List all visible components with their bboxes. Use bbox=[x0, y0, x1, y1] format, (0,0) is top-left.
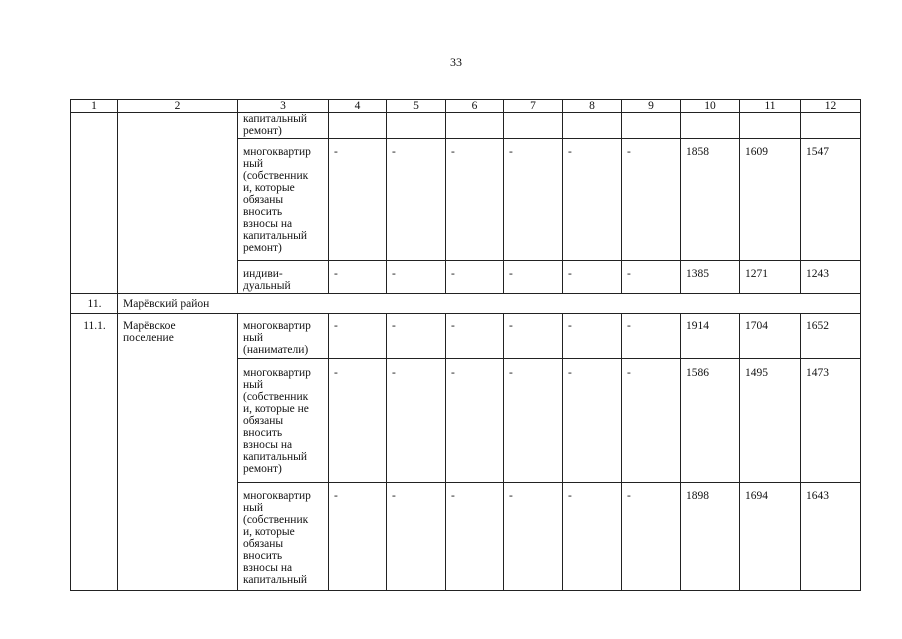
dash-cell: - bbox=[504, 139, 563, 261]
dash-cell: - bbox=[622, 314, 681, 359]
subregion-number: 11.1. bbox=[71, 314, 118, 591]
value-cell: 1858 bbox=[681, 139, 740, 261]
value-cell: 1271 bbox=[740, 261, 801, 294]
dash-cell: - bbox=[329, 314, 387, 359]
region-name: Марёвский район bbox=[118, 294, 861, 314]
page-number: 33 bbox=[450, 55, 462, 69]
housing-type-cell: многоквартир ный (собственник и, которые обязаны вносить взносы на капитальный bbox=[238, 483, 329, 591]
dash-cell: - bbox=[622, 139, 681, 261]
table-row bbox=[71, 314, 861, 359]
empty-cell bbox=[71, 113, 118, 294]
col-header: 8 bbox=[563, 100, 622, 113]
empty-cell bbox=[118, 113, 238, 294]
dash-cell bbox=[504, 113, 563, 139]
dash-cell: - bbox=[329, 483, 387, 591]
value-cell: 1495 bbox=[740, 359, 801, 483]
dash-cell: - bbox=[504, 359, 563, 483]
dash-cell: - bbox=[563, 359, 622, 483]
dash-cell: - bbox=[446, 483, 504, 591]
dash-cell: - bbox=[329, 139, 387, 261]
dash-cell: - bbox=[387, 483, 446, 591]
housing-type-cell: многоквартир ный (собственник и, которые не обязаны вносить взносы на капитальный ремонт) bbox=[238, 359, 329, 483]
col-header: 2 bbox=[118, 100, 238, 113]
dash-cell bbox=[329, 113, 387, 139]
value-cell bbox=[681, 113, 740, 139]
housing-type-cell: многоквартир ный (наниматели) bbox=[238, 314, 329, 359]
col-header: 12 bbox=[801, 100, 861, 113]
region-row bbox=[71, 294, 861, 314]
value-cell: 1473 bbox=[801, 359, 861, 483]
table-row bbox=[71, 113, 861, 139]
value-cell: 1243 bbox=[801, 261, 861, 294]
housing-type-cell: капитальный ремонт) bbox=[238, 113, 329, 139]
dash-cell: - bbox=[446, 139, 504, 261]
housing-type-cell: индиви- дуальный bbox=[238, 261, 329, 294]
dash-cell: - bbox=[622, 483, 681, 591]
dash-cell: - bbox=[563, 261, 622, 294]
dash-cell: - bbox=[387, 359, 446, 483]
dash-cell: - bbox=[504, 483, 563, 591]
col-header: 9 bbox=[622, 100, 681, 113]
housing-type-cell: многоквартир ный (собственник и, которые обязаны вносить взносы на капитальный ремонт) bbox=[238, 139, 329, 261]
value-cell: 1609 bbox=[740, 139, 801, 261]
dash-cell: - bbox=[446, 314, 504, 359]
dash-cell: - bbox=[446, 261, 504, 294]
dash-cell bbox=[622, 113, 681, 139]
dash-cell: - bbox=[622, 359, 681, 483]
region-number: 11. bbox=[71, 294, 118, 314]
dash-cell: - bbox=[563, 139, 622, 261]
tariff-table bbox=[70, 99, 861, 591]
value-cell bbox=[740, 113, 801, 139]
col-header: 3 bbox=[238, 100, 329, 113]
value-cell: 1694 bbox=[740, 483, 801, 591]
value-cell: 1385 bbox=[681, 261, 740, 294]
dash-cell: - bbox=[563, 483, 622, 591]
dash-cell: - bbox=[622, 261, 681, 294]
header-row bbox=[71, 100, 861, 113]
col-header: 4 bbox=[329, 100, 387, 113]
col-header: 5 bbox=[387, 100, 446, 113]
subregion-name: Марёвское поселение bbox=[118, 314, 238, 591]
dash-cell: - bbox=[329, 261, 387, 294]
dash-cell: - bbox=[387, 139, 446, 261]
value-cell: 1652 bbox=[801, 314, 861, 359]
dash-cell: - bbox=[504, 261, 563, 294]
col-header: 6 bbox=[446, 100, 504, 113]
value-cell: 1898 bbox=[681, 483, 740, 591]
dash-cell: - bbox=[387, 261, 446, 294]
col-header: 11 bbox=[740, 100, 801, 113]
dash-cell: - bbox=[387, 314, 446, 359]
dash-cell: - bbox=[563, 314, 622, 359]
value-cell: 1704 bbox=[740, 314, 801, 359]
value-cell bbox=[801, 113, 861, 139]
dash-cell bbox=[387, 113, 446, 139]
value-cell: 1643 bbox=[801, 483, 861, 591]
col-header: 1 bbox=[71, 100, 118, 113]
dash-cell bbox=[446, 113, 504, 139]
dash-cell bbox=[563, 113, 622, 139]
value-cell: 1586 bbox=[681, 359, 740, 483]
dash-cell: - bbox=[329, 359, 387, 483]
value-cell: 1547 bbox=[801, 139, 861, 261]
col-header: 10 bbox=[681, 100, 740, 113]
col-header: 7 bbox=[504, 100, 563, 113]
dash-cell: - bbox=[446, 359, 504, 483]
value-cell: 1914 bbox=[681, 314, 740, 359]
dash-cell: - bbox=[504, 314, 563, 359]
